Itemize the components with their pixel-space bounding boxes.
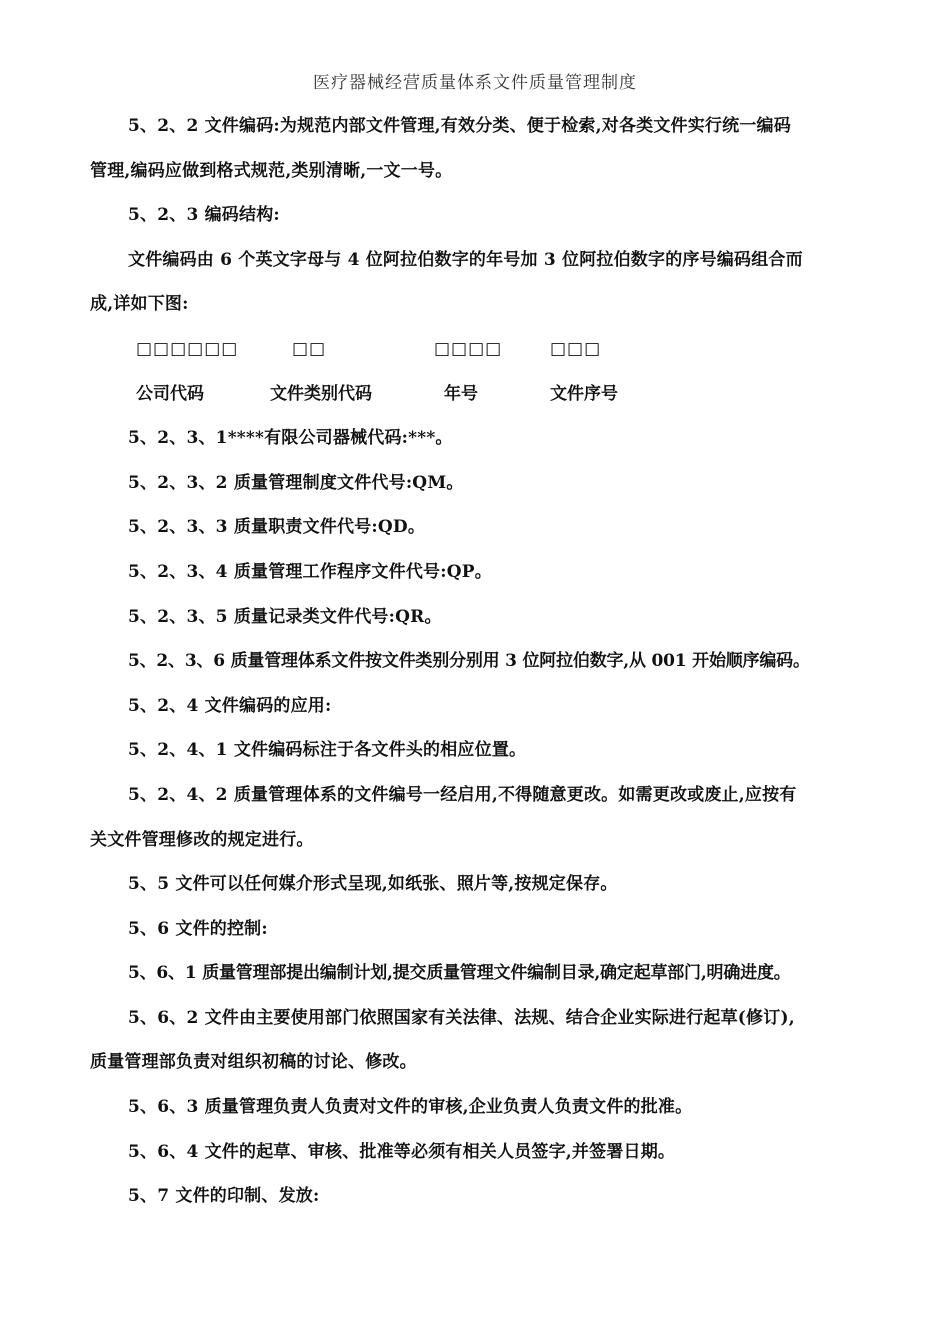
- section-heading: 5、2、4 文件编码的应用:: [128, 695, 332, 716]
- code-structure-boxes: [90, 327, 870, 372]
- category-code-label: 文件类别代码: [270, 383, 372, 404]
- paragraph-line: 5、2、3、5 质量记录类文件代号:QR。: [128, 606, 442, 627]
- paragraph-line: 5、5 文件可以任何媒介形式呈现,如纸张、照片等,按规定保存。: [128, 874, 618, 895]
- paragraph-line: 文件编码由 6 个英文字母与 4 位阿拉伯数字的年号加 3 位阿拉伯数字的序号编码组合而: [128, 249, 803, 270]
- year-label: 年号: [444, 383, 478, 404]
- paragraph-line: 5、2、3、6 质量管理体系文件按文件类别分别用 3 位阿拉伯数字,从 001 开始顺序编码。: [128, 651, 810, 672]
- paragraph-line: 5、2、2 文件编码:为规范内部文件管理,有效分类、便于检索,对各类文件实行统一编码: [128, 116, 791, 136]
- category-code-boxes: □□: [292, 338, 327, 359]
- paragraph-line: 5、2、3、3 质量职责文件代号:QD。: [128, 517, 426, 538]
- page-header-title: 医疗器械经营质量体系文件质量管理制度: [313, 73, 637, 93]
- paragraph-line: 管理,编码应做到格式规范,类别清晰,一文一号。: [90, 160, 453, 181]
- paragraph-line: 5、6、3 质量管理负责人负责对文件的审核,企业负责人负责文件的批准。: [128, 1097, 693, 1118]
- paragraph-line: 5、6、4 文件的起草、审核、批准等必须有相关人员签字,并签署日期。: [128, 1141, 676, 1162]
- section-heading: 5、2、3 编码结构:: [128, 205, 280, 226]
- section-heading: 5、7 文件的印制、发放:: [128, 1186, 320, 1207]
- paragraph-line: 5、2、3、1****有限公司器械代码:***。: [128, 428, 453, 449]
- sequence-label: 文件序号: [550, 383, 618, 404]
- paragraph-line: 质量管理部负责对组织初稿的讨论、修改。: [90, 1052, 417, 1073]
- sequence-boxes: □□□: [550, 338, 602, 359]
- document-body: [90, 104, 870, 1219]
- company-code-boxes: □□□□□□: [136, 338, 239, 359]
- paragraph-line: 5、2、3、2 质量管理制度文件代号:QM。: [128, 472, 464, 493]
- code-structure-labels: [90, 372, 870, 417]
- paragraph-line: 关文件管理修改的规定进行。: [90, 829, 314, 850]
- year-boxes: □□□□: [434, 338, 503, 359]
- paragraph-line: 5、6、1 质量管理部提出编制计划,提交质量管理文件编制目录,确定起草部门,明确进度。: [128, 963, 791, 984]
- section-heading: 5、6 文件的控制:: [128, 918, 268, 939]
- paragraph-line: 5、6、2 文件由主要使用部门依照国家有关法律、法规、结合企业实际进行起草(修订),: [128, 1007, 795, 1028]
- paragraph-line: 5、2、3、4 质量管理工作程序文件代号:QP。: [128, 561, 492, 582]
- company-code-label: 公司代码: [136, 383, 204, 404]
- paragraph-line: 5、2、4、2 质量管理体系的文件编号一经启用,不得随意更改。如需更改或废止,应按有: [128, 784, 797, 805]
- paragraph-line: 成,详如下图:: [90, 294, 189, 315]
- paragraph-line: 5、2、4、1 文件编码标注于各文件头的相应位置。: [128, 740, 527, 761]
